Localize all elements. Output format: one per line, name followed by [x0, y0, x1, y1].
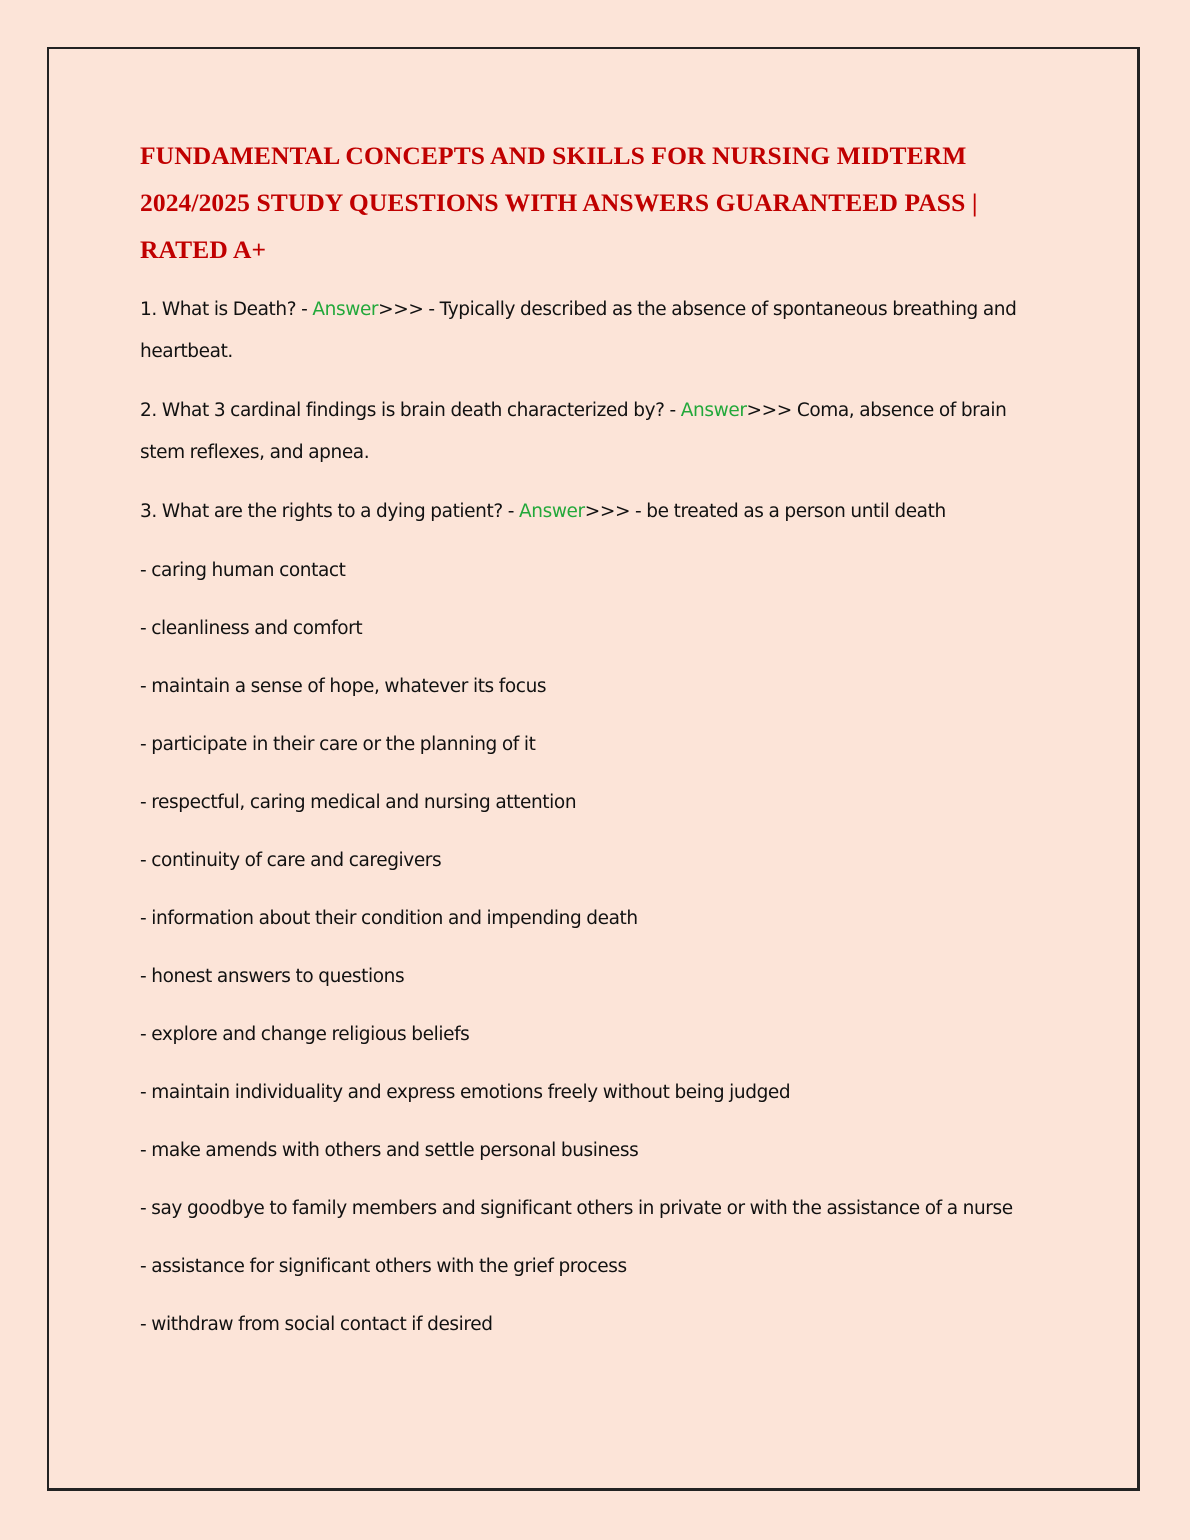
list-item: - respectful, caring medical and nursing attention — [140, 792, 577, 813]
question-2-text: 2. What 3 cardinal findings is brain death characterized by? - — [140, 400, 681, 421]
question-1 — [140, 289, 1050, 373]
question-2-answer: >>> Coma, absence of brain stem reflexes, and apnea. — [140, 400, 1007, 463]
list-item: - honest answers to questions — [140, 966, 405, 987]
list-item: - cleanliness and comfort — [140, 618, 363, 639]
question-3-text: 3. What are the rights to a dying patient? - — [140, 501, 519, 522]
list-item: - continuity of care and caregivers — [140, 850, 442, 871]
list-item: - say goodbye to family members and significant others in private or with the assistance of a nurse — [140, 1198, 1013, 1219]
answer-label: Answer — [680, 400, 747, 421]
list-item: - caring human contact — [140, 560, 346, 581]
list-item: - assistance for significant others with the grief process — [140, 1256, 627, 1277]
document-content — [140, 132, 1050, 1362]
list-item: - make amends with others and settle personal business — [140, 1140, 639, 1161]
answer-label: Answer — [312, 299, 379, 320]
list-item: - maintain a sense of hope, whatever its focus — [140, 676, 547, 697]
question-2 — [140, 390, 1050, 474]
answer-label: Answer — [519, 501, 585, 522]
question-3-answer: >>> - be treated as a person until death — [584, 501, 946, 522]
question-1-answer: >>> - Typically described as the absence of spontaneous breathing and heartbeat. — [140, 299, 1017, 362]
list-item: - information about their condition and impending death — [140, 908, 638, 929]
document-title: FUNDAMENTAL CONCEPTS AND SKILLS FOR NURSING MIDTERM 2024/2025 STUDY QUESTIONS WITH ANSWERS GUARANTEED PASS | RATED A+ — [140, 141, 978, 264]
list-item: - maintain individuality and express emotions freely without being judged — [140, 1082, 791, 1103]
question-3 — [140, 491, 1050, 533]
question-1-text: 1. What is Death? - — [140, 299, 313, 320]
list-item: - participate in their care or the planning of it — [140, 734, 536, 755]
list-item: - withdraw from social contact if desired — [140, 1314, 493, 1335]
list-item: - explore and change religious beliefs — [140, 1024, 470, 1045]
